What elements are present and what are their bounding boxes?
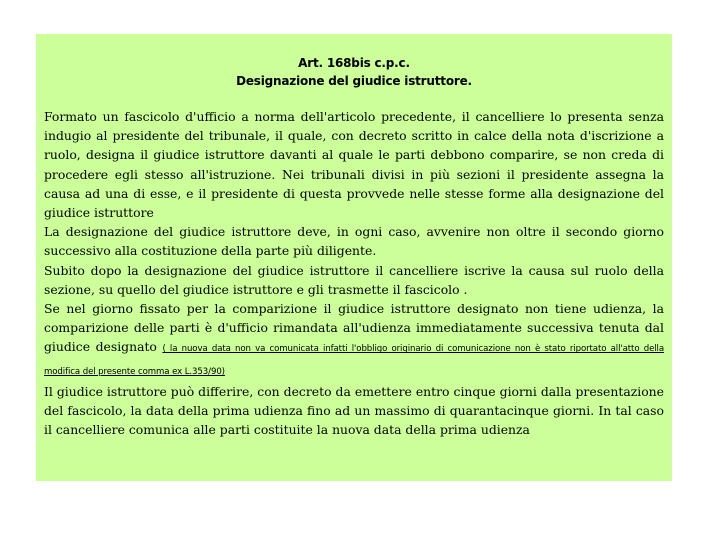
- paragraph-4-main: Se nel giorno fissato per la comparizione il giudice istruttore designato non tiene udienza, la comparizione delle parti è d'ufficio rimandata all'udienza immediatamente successiva tenuta dal giudice designato: [44, 301, 664, 355]
- paragraph-1: Formato un fascicolo d'ufficio a norma dell'articolo precedente, il cancelliere lo presenta senza indugio al presidente del tribunale, il quale, con decreto scritto in calce della nota d'iscrizione a ruolo, designa il giudice istruttore davanti al quale le parti debbono comparire, se non creda di procedere egli stesso all'istruzione. Nei tribunali divisi in più sezioni il presidente assegna la causa ad una di esse, e il presidente di questa provvede nelle stesse forme alla designazione del giudice istruttore: [44, 109, 664, 221]
- article-title: Art. 168bis c.p.c.: [298, 56, 410, 70]
- paragraph-4-note: ( la nuova data non va comunicata infatti l'obbligo originario di comunicazione non è stato riportato all'atto della modifica del presente comma ex L.353/90): [44, 344, 664, 377]
- article-heading: [44, 54, 664, 90]
- paragraph-4: [44, 299, 664, 382]
- text-panel: [36, 34, 672, 481]
- article-subtitle: Designazione del giudice istruttore.: [236, 74, 472, 88]
- article-body: [44, 107, 664, 439]
- paragraph-5: Il giudice istruttore può differire, con decreto da emettere entro cinque giorni dalla presentazione del fascicolo, la data della prima udienza fino ad un massimo di quarantacinque giorni. In tal caso il cancelliere comunica alle parti costituite la nuova data della prima udienza: [44, 383, 664, 438]
- paragraph-3: Subito dopo la designazione del giudice istruttore il cancelliere iscrive la causa sul ruolo della sezione, su quello del giudice istruttore e gli trasmette il fascicolo .: [44, 262, 664, 297]
- paragraph-2: La designazione del giudice istruttore deve, in ogni caso, avvenire non oltre il secondo giorno successivo alla costituzione della parte più diligente.: [44, 224, 664, 259]
